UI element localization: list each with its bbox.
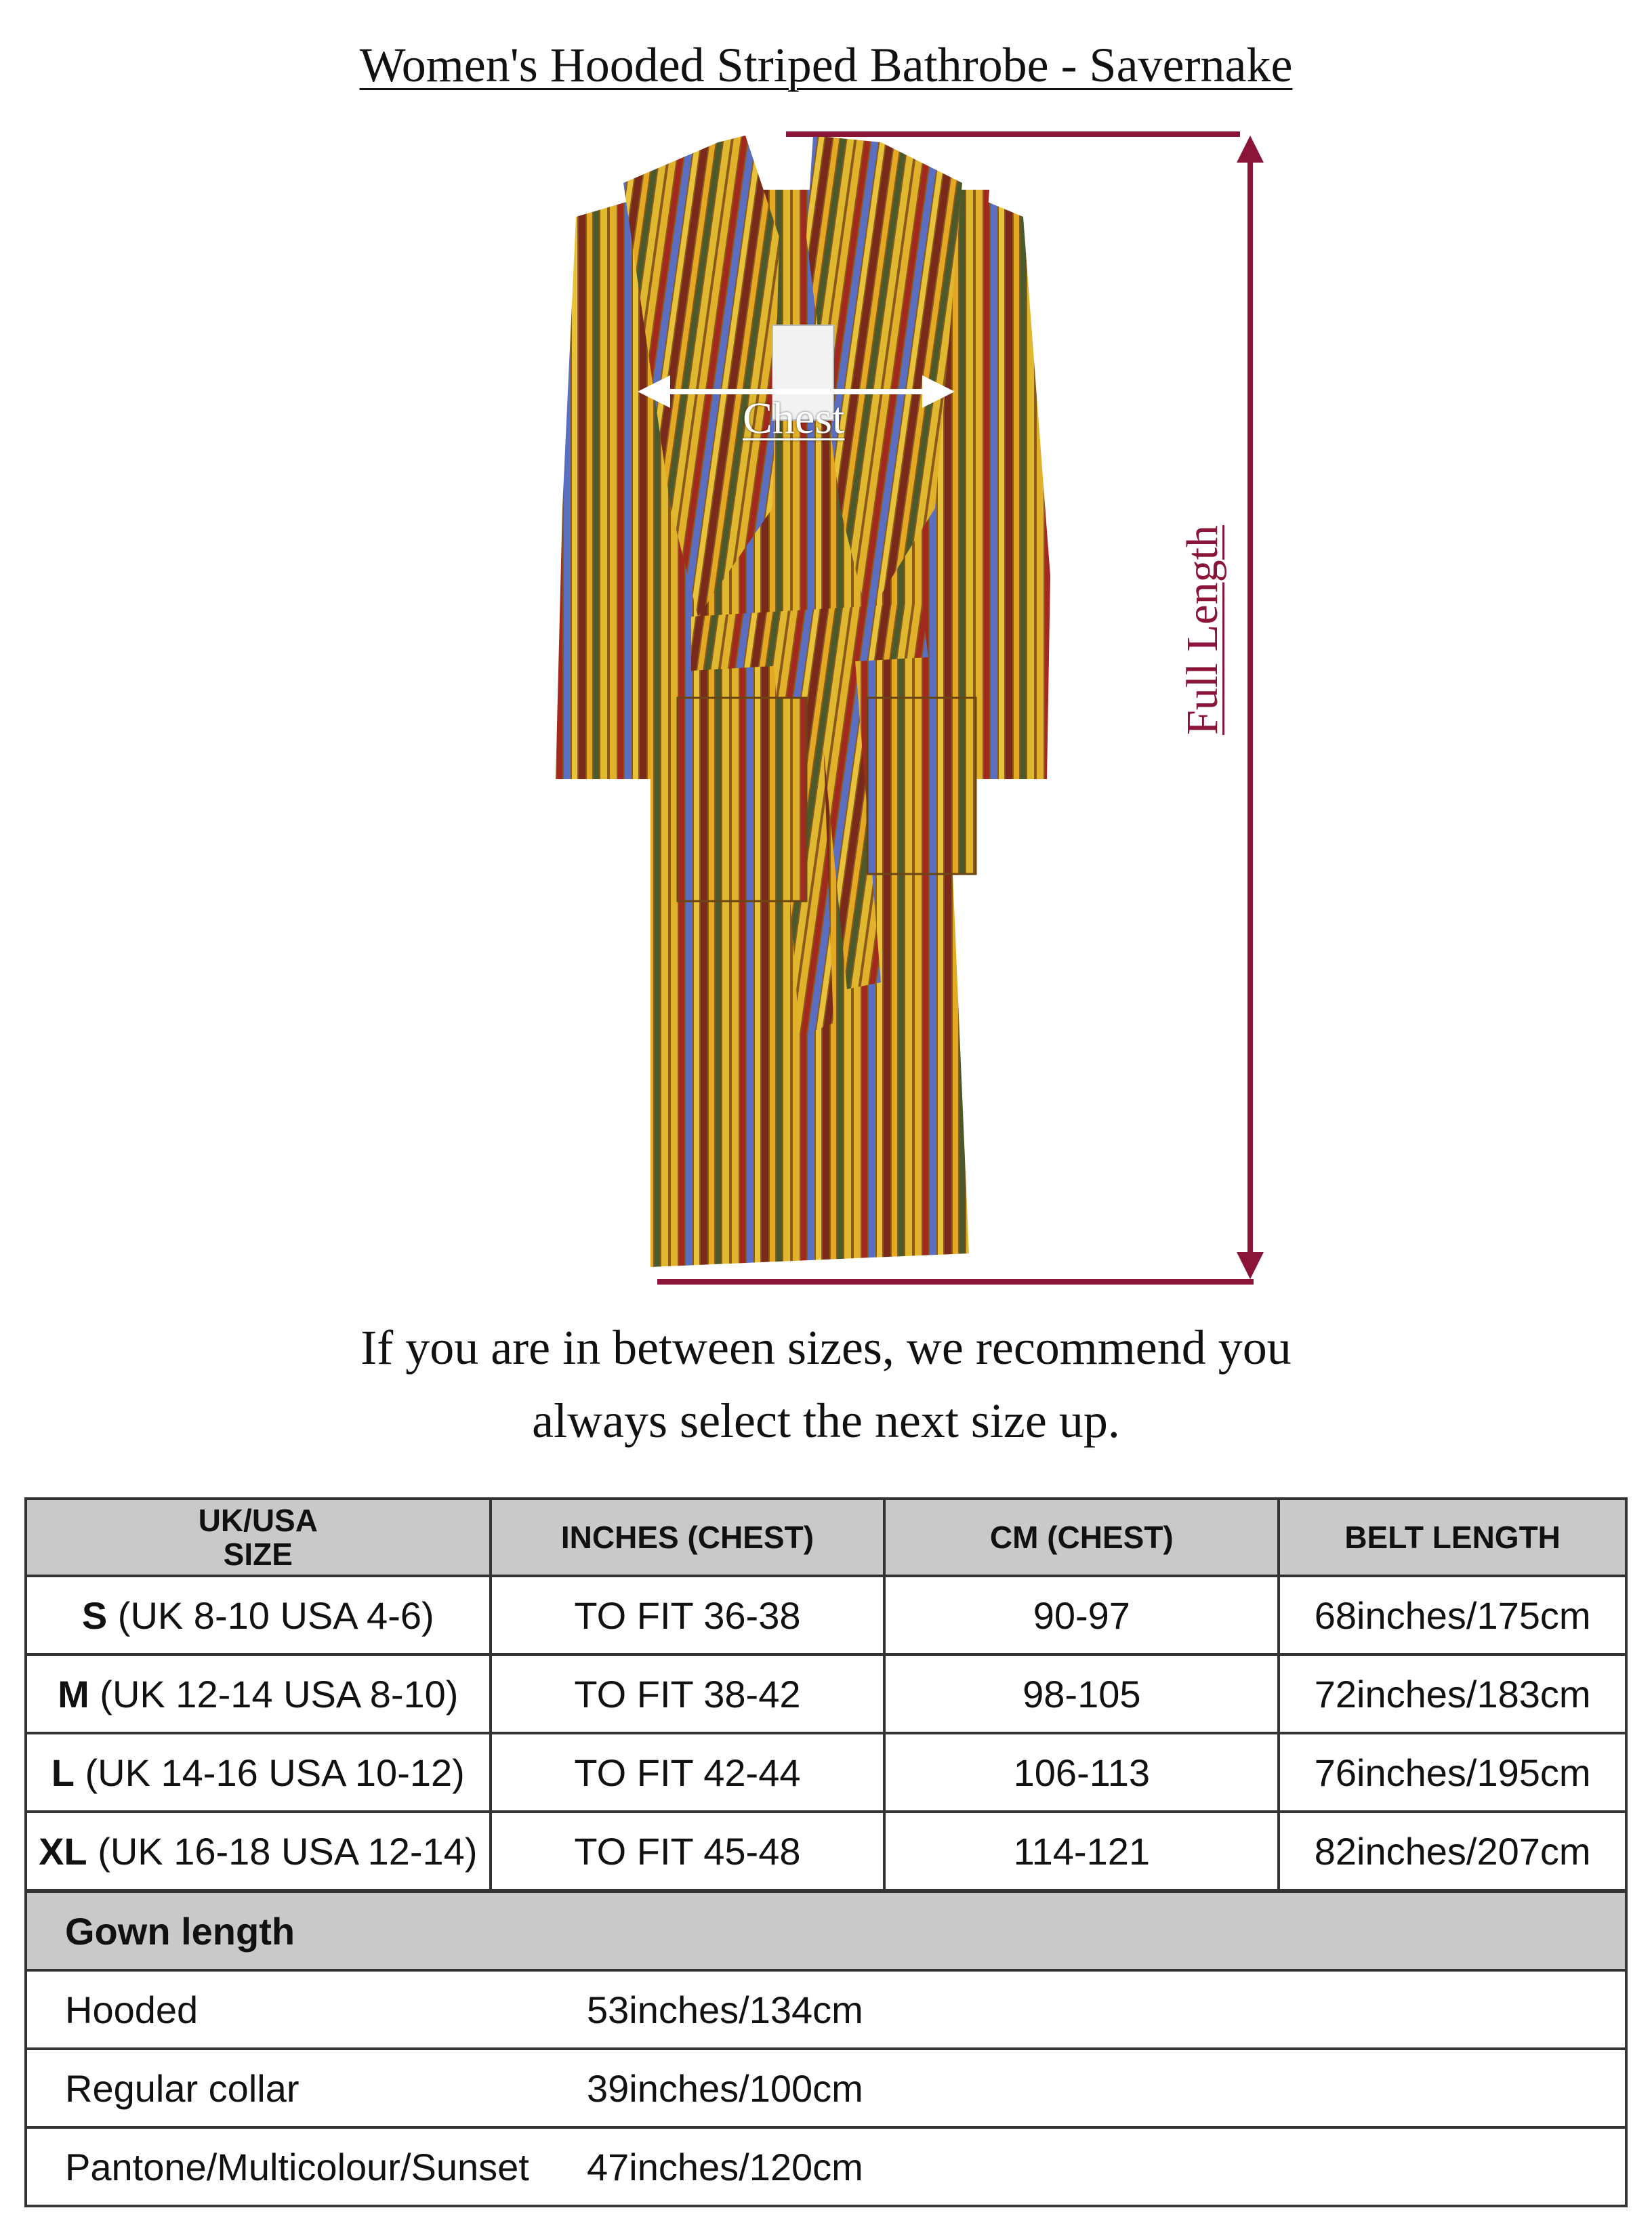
size-code: S	[81, 1594, 108, 1637]
page-title: Women's Hooded Striped Bathrobe - Savernake	[359, 38, 1293, 92]
gown-length-table	[24, 1890, 1628, 2207]
table-row	[26, 1576, 1626, 1654]
gown-value: 47inches/120cm	[587, 2145, 863, 2188]
inches-cell: TO FIT 38-42	[491, 1654, 885, 1733]
size-table-header	[26, 1499, 1626, 1576]
gown-length-heading: Gown length	[26, 1892, 1626, 1970]
inches-cell: TO FIT 42-44	[491, 1733, 885, 1812]
gown-value: 39inches/100cm	[587, 2066, 863, 2110]
size-range: (UK 8-10 USA 4-6)	[117, 1594, 434, 1637]
full-length-label: Full Length	[1178, 525, 1227, 735]
size-cell	[26, 1733, 491, 1812]
cm-cell: 90-97	[884, 1576, 1279, 1654]
belt-cell: 76inches/195cm	[1279, 1733, 1626, 1812]
belt-cell: 72inches/183cm	[1279, 1654, 1626, 1733]
size-cell	[26, 1654, 491, 1733]
inches-cell: TO FIT 36-38	[491, 1576, 885, 1654]
table-row	[26, 1970, 1626, 2049]
bathrobe-illustration	[0, 102, 1652, 1308]
belt-cell: 68inches/175cm	[1279, 1576, 1626, 1654]
belt-cell: 82inches/207cm	[1279, 1812, 1626, 1890]
gown-row	[26, 1970, 1626, 2049]
header-cm: CM (CHEST)	[884, 1499, 1279, 1576]
chest-label: Chest	[743, 394, 845, 443]
header-size-line2: SIZE	[223, 1537, 293, 1572]
size-range: (UK 14-16 USA 10-12)	[85, 1751, 465, 1794]
size-code: L	[51, 1751, 75, 1794]
gown-row	[26, 2127, 1626, 2206]
header-size-line1: UK/USA	[198, 1503, 318, 1538]
size-code: XL	[39, 1829, 87, 1873]
size-table	[24, 1497, 1628, 1892]
advice-line-2: always select the next size up.	[532, 1394, 1120, 1448]
size-cell	[26, 1812, 491, 1890]
gown-label: Hooded	[65, 1988, 199, 2031]
cm-cell: 114-121	[884, 1812, 1279, 1890]
size-advice	[0, 1311, 1652, 1457]
gown-label: Regular collar	[65, 2066, 300, 2110]
size-range: (UK 16-18 USA 12-14)	[98, 1829, 478, 1873]
table-row	[26, 2127, 1626, 2206]
bathrobe-shape	[556, 136, 1050, 1267]
gown-length-header	[26, 1892, 1626, 1970]
gown-value: 53inches/134cm	[587, 1988, 863, 2031]
advice-line-1: If you are in between sizes, we recommend you	[360, 1320, 1292, 1375]
gown-label: Pantone/Multicolour/Sunset	[65, 2145, 529, 2188]
size-range: (UK 12-14 USA 8-10)	[100, 1672, 459, 1715]
gown-row	[26, 2049, 1626, 2127]
size-cell	[26, 1576, 491, 1654]
cm-cell: 98-105	[884, 1654, 1279, 1733]
table-row	[26, 2049, 1626, 2127]
inches-cell: TO FIT 45-48	[491, 1812, 885, 1890]
header-size	[26, 1499, 491, 1576]
header-inches: INCHES (CHEST)	[491, 1499, 885, 1576]
cm-cell: 106-113	[884, 1733, 1279, 1812]
table-row	[26, 1812, 1626, 1890]
header-belt: BELT LENGTH	[1279, 1499, 1626, 1576]
table-row	[26, 1733, 1626, 1812]
table-row	[26, 1654, 1626, 1733]
size-code: M	[58, 1672, 89, 1715]
